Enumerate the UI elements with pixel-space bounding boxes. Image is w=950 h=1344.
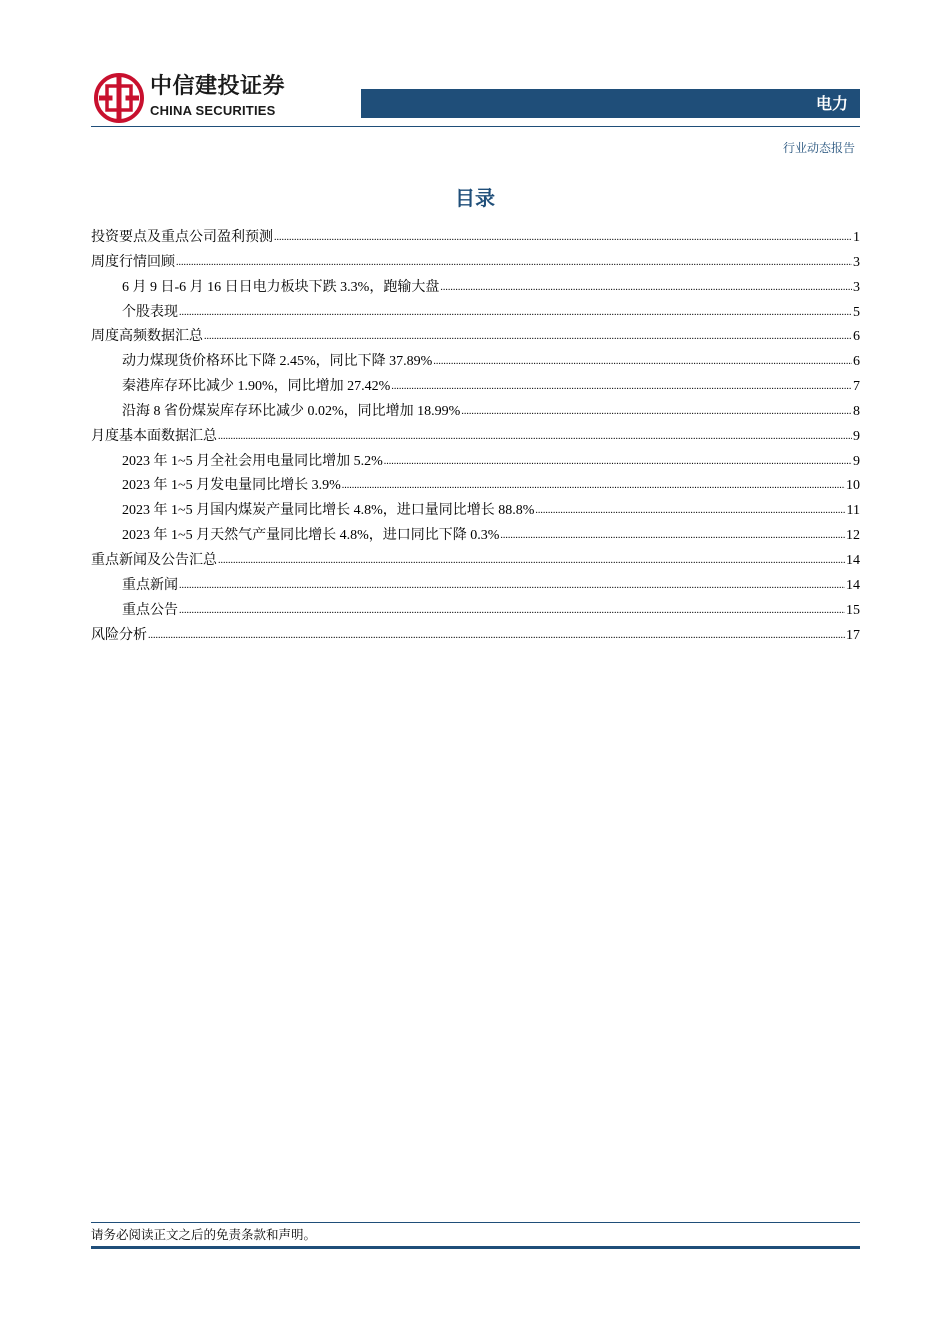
toc-page-number: 14 — [846, 552, 860, 568]
toc-dot-leader — [391, 374, 852, 400]
toc-dot-leader — [218, 548, 845, 574]
toc-dot-leader — [179, 573, 845, 599]
toc-entry-text: 6 月 9 日-6 月 16 日日电力板块下跌 3.3%，跑输大盘 — [122, 279, 440, 295]
sector-banner — [361, 89, 860, 118]
toc-page-number: 14 — [846, 577, 860, 593]
brand-name-cn: 中信建投证券 — [150, 74, 286, 99]
toc-entry-text: 沿海 8 省份煤炭库存环比减少 0.02%，同比增加 18.99% — [122, 403, 461, 419]
citic-logo-icon — [93, 72, 145, 124]
toc-entry-text: 重点新闻及公告汇总 — [91, 552, 217, 568]
toc-entry[interactable] — [91, 350, 860, 375]
toc-entry[interactable] — [91, 251, 860, 276]
toc-entry-text: 2023 年 1~5 月天然气产量同比增长 4.8%，进口同比下降 0.3% — [122, 528, 500, 544]
toc-entry[interactable] — [91, 400, 860, 425]
sector-label: 电力 — [815, 94, 848, 113]
toc-entry[interactable] — [91, 474, 860, 499]
toc-entry[interactable] — [91, 276, 860, 301]
toc-page-number: 6 — [853, 329, 860, 345]
toc-dot-leader — [274, 225, 852, 251]
toc-entry[interactable] — [91, 226, 860, 251]
toc-page-number: 11 — [846, 503, 860, 519]
toc-dot-leader — [500, 523, 845, 549]
table-of-contents — [91, 226, 860, 648]
brand-name-en: CHINA SECURITIES — [150, 103, 276, 118]
toc-entry-text: 2023 年 1~5 月全社会用电量同比增加 5.2% — [122, 453, 383, 469]
toc-page-number: 6 — [853, 354, 860, 370]
toc-dot-leader — [176, 250, 852, 276]
toc-page-number: 5 — [853, 304, 860, 320]
toc-entry[interactable] — [91, 325, 860, 350]
toc-dot-leader — [179, 300, 852, 326]
toc-entry-text: 月度基本面数据汇总 — [91, 428, 217, 444]
toc-entry[interactable] — [91, 375, 860, 400]
toc-entry[interactable] — [91, 624, 860, 649]
toc-entry-text: 动力煤现货价格环比下降 2.45%，同比下降 37.89% — [122, 354, 433, 370]
toc-page-number: 9 — [853, 428, 860, 444]
toc-dot-leader — [204, 324, 852, 350]
toc-page-number: 10 — [846, 478, 860, 494]
toc-dot-leader — [148, 623, 845, 649]
toc-entry[interactable] — [91, 499, 860, 524]
toc-entry-text: 2023 年 1~5 月国内煤炭产量同比增长 4.8%，进口量同比增长 88.8% — [122, 503, 535, 519]
toc-page-number: 3 — [853, 254, 860, 270]
toc-entry[interactable] — [91, 450, 860, 475]
disclaimer-text: 请务必阅读正文之后的免责条款和声明。 — [91, 1227, 317, 1242]
toc-dot-leader — [440, 275, 852, 301]
toc-dot-leader — [342, 473, 845, 499]
report-type-label: 行业动态报告 — [782, 141, 855, 155]
toc-entry-text: 个股表现 — [122, 304, 178, 320]
header-divider — [91, 126, 860, 127]
toc-entry[interactable] — [91, 301, 860, 326]
toc-page-number: 8 — [853, 403, 860, 419]
footer-divider-thin — [91, 1222, 860, 1223]
toc-entry-text: 投资要点及重点公司盈利预测 — [91, 230, 273, 245]
toc-page-number: 9 — [853, 453, 860, 469]
toc-entry-text: 风险分析 — [91, 627, 147, 643]
toc-dot-leader — [179, 598, 845, 624]
toc-entry-text: 2023 年 1~5 月发电量同比增长 3.9% — [122, 478, 341, 494]
toc-entry[interactable] — [91, 599, 860, 624]
toc-entry-text: 周度行情回顾 — [91, 254, 175, 270]
toc-entry-text: 重点新闻 — [122, 577, 178, 593]
footer-divider-thick — [91, 1246, 860, 1249]
toc-page-number: 3 — [853, 279, 860, 295]
toc-entry-text: 秦港库存环比减少 1.90%，同比增加 27.42% — [122, 379, 391, 395]
toc-entry[interactable] — [91, 549, 860, 574]
toc-dot-leader — [218, 424, 852, 450]
toc-dot-leader — [433, 349, 852, 375]
toc-dot-leader — [535, 498, 845, 524]
toc-title: 目录 — [455, 186, 495, 210]
toc-page-number: 1 — [853, 230, 860, 245]
toc-dot-leader — [461, 399, 852, 425]
toc-page-number: 7 — [853, 379, 860, 395]
toc-entry[interactable] — [91, 425, 860, 450]
toc-page-number: 15 — [846, 602, 860, 618]
toc-page-number: 17 — [846, 627, 860, 643]
toc-dot-leader — [384, 449, 852, 475]
toc-entry[interactable] — [91, 524, 860, 549]
toc-page-number: 12 — [846, 528, 860, 544]
toc-entry[interactable] — [91, 574, 860, 599]
toc-entry-text: 重点公告 — [122, 602, 178, 618]
toc-entry-text: 周度高频数据汇总 — [91, 329, 203, 345]
